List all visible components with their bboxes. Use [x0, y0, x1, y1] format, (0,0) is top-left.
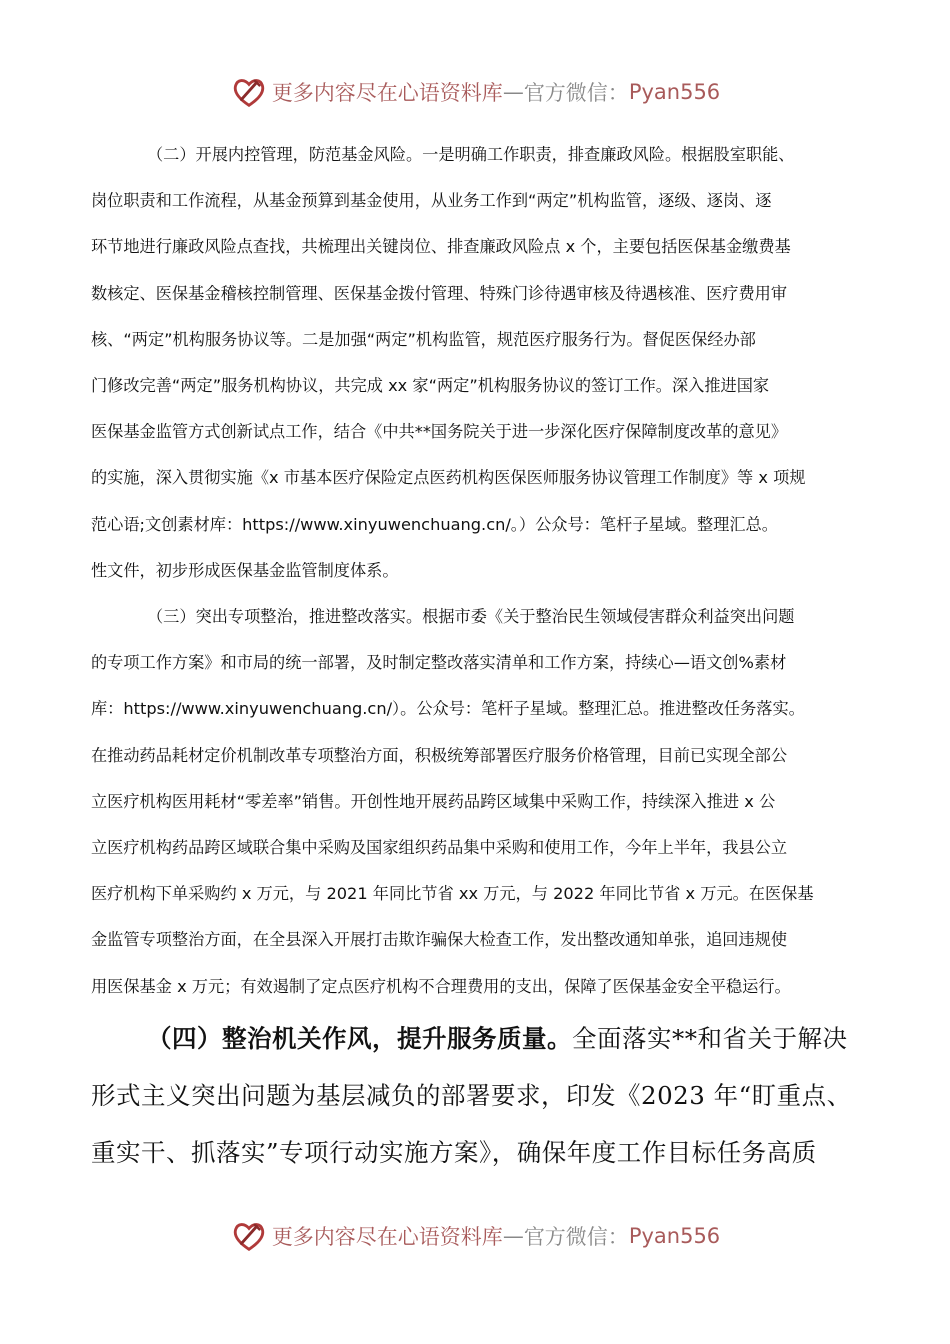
- paragraph-line: 性文件，初步形成医保基金监管制度体系。: [91, 560, 399, 580]
- paragraph-line: 核、“两定”机构服务协议等。二是加强“两定”机构监管，规范医疗服务行为。督促医保经办部: [91, 329, 756, 349]
- banner-wechat-label: 官方微信：: [523, 81, 629, 105]
- paragraph-2: [91, 132, 881, 594]
- paragraph-line: （三）突出专项整治，推进整改落实。根据市委《关于整治民生领域侵害群众利益突出问题: [147, 607, 795, 626]
- paragraph-line: 立医疗机构医用耗材“零差率”销售。开创性地开展药品跨区域集中采购工作，持续深入推进 x 公: [91, 791, 776, 811]
- paragraph-line: 立医疗机构药品跨区域联合集中采购及国家组织药品集中采购和使用工作，今年上半年，我县公立: [91, 837, 788, 857]
- paragraph-line: 在推动药品耗材定价机制改革专项整治方面，积极统筹部署医疗服务价格管理，目前已实现全部公: [91, 745, 788, 765]
- paragraph-line: 数核定、医保基金稽核控制管理、医保基金拨付管理、特殊门诊待遇审核及待遇核准、医疗费用审: [91, 283, 788, 303]
- paragraph-line: 的实施，深入贯彻实施《x 市基本医疗保险定点医药机构医保医师服务协议管理工作制度》等 x 项规: [91, 468, 806, 488]
- banner-wechat-label: 官方微信：: [523, 1225, 629, 1249]
- paragraph-line: 用医保基金 x 万元；有效遏制了定点医疗机构不合理费用的支出，保障了医保基金安全平稳运行。: [91, 976, 791, 996]
- paragraph-line: 门修改完善“两定”服务机构协议，共完成 xx 家“两定”机构服务协议的签订工作。深入推进国家: [91, 375, 770, 395]
- banner-dash: —: [502, 1224, 524, 1248]
- paragraph-line: 的专项工作方案》和市局的统一部署，及时制定整改落实清单和工作方案，持续心—语文创%素材: [91, 653, 787, 673]
- paragraph-3: [91, 594, 881, 1010]
- paragraph-4: [91, 1010, 881, 1181]
- paragraph-text: 全面落实**和省关于解决: [572, 1024, 848, 1053]
- footer-banner: [0, 1214, 950, 1258]
- paragraph-line: 金监管专项整治方面，在全县深入开展打击欺诈骗保大检查工作，发出整改通知单张，追回违规使: [91, 930, 788, 950]
- paragraph-line: 医保基金监管方式创新试点工作，结合《中共**国务院关于进一步深化医疗保障制度改革的意见》: [91, 422, 788, 442]
- paragraph-line: 库：https://www.xinyuwenchuang.cn/）。公众号：笔杆子星域。整理汇总。推进整改任务落实。: [91, 699, 805, 719]
- banner-wechat-id: Pyan556: [628, 1224, 721, 1248]
- paragraph-line: [91, 1010, 881, 1067]
- banner-site-text: 更多内容尽在心语资料库: [271, 81, 503, 105]
- paragraph-line: 形式主义突出问题为基层减负的部署要求，印发《2023 年“盯重点、: [91, 1081, 852, 1110]
- paragraph-line: 医疗机构下单采购约 x 万元，与 2021 年同比节省 xx 万元，与 2022 年同比节省 x 万元。在医保基: [91, 884, 814, 904]
- section-heading: （四）整治机关作风，提升服务质量。: [147, 1024, 572, 1053]
- header-banner: [0, 70, 950, 114]
- heart-pen-logo-icon: [230, 73, 268, 111]
- paragraph-line: 重实干、抓落实”专项行动实施方案》，确保年度工作目标任务高质: [91, 1138, 817, 1167]
- banner-wechat-id: Pyan556: [628, 80, 721, 104]
- paragraph-line: 环节地进行廉政风险点查找，共梳理出关键岗位、排查廉政风险点 x 个，主要包括医保基金缴费基: [91, 237, 791, 257]
- heart-pen-logo-icon: [230, 1217, 268, 1255]
- paragraph-line: 岗位职责和工作流程，从基金预算到基金使用，从业务工作到“两定”机构监管，逐级、逐岗、逐: [91, 191, 772, 211]
- banner-dash: —: [502, 80, 524, 104]
- banner-site-text: 更多内容尽在心语资料库: [271, 1225, 503, 1249]
- paragraph-line: 范心语;文创素材库：https://www.xinyuwenchuang.cn/。）公众号：笔杆子星域。整理汇总。: [91, 514, 778, 534]
- paragraph-line: （二）开展内控管理，防范基金风险。一是明确工作职责，排查廉政风险。根据股室职能、: [147, 145, 795, 164]
